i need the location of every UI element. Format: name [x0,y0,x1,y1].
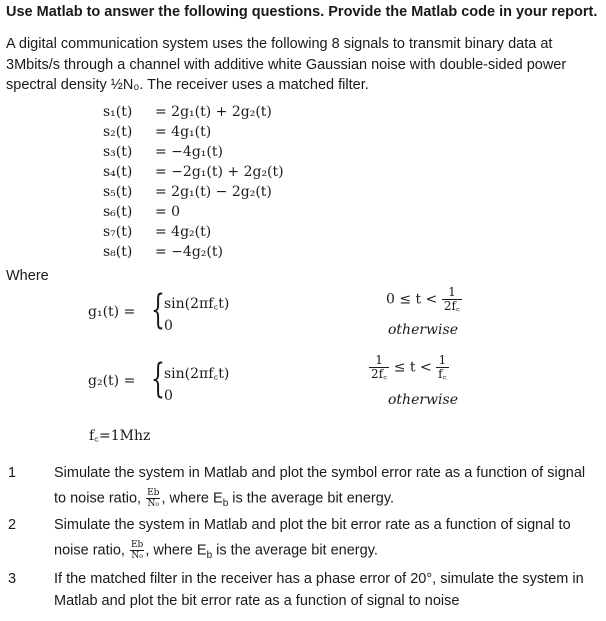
document-title: Use Matlab to answer the following questions. Provide the Matlab code in your report. [6,4,598,20]
eb-n0-fraction: $\frac{Eb}{\text{N₀}}$ [147,488,160,509]
g2-brace: { [151,356,165,402]
g2-otherwise: otherwise [388,392,458,408]
question-3-line-2: Matlab and plot the bit error rate as a function of signal to noise [54,593,460,609]
eb-n0-fraction: $\frac{Eb}{\text{N₀}}$ [130,540,144,561]
signal-equation: s₆(t) = 0 [103,204,181,220]
carrier-frequency: f꜀=1Mhz [89,428,151,444]
signal-equation: s₈(t) = −4g₂(t) [103,244,223,260]
signal-equation: s₅(t) = 2g₁(t) − 2g₂(t) [103,184,272,200]
g2-case-zero: 0 [164,388,173,404]
g2-condition: $\frac{1}{2f꜀}$ ≤ t < $\frac{1}{f꜀}$ [371,353,447,381]
g1-case-zero: 0 [164,318,173,334]
question-number: 3 [8,571,17,587]
g2-condition-fraction-b: $\frac{1}{f꜀}$ [438,353,447,381]
question-2-line-2: noise ratio, $\frac{Eb}{\text{N₀}}$ , where $E_b$ is the average bit energy. [54,540,378,562]
g1-lhs: g₁(t) = [88,304,136,320]
question-number: 2 [8,517,17,533]
question-1-line-1: Simulate the system in Matlab and plot the symbol error rate as a function of signal [54,465,586,481]
question-number: 1 [8,465,17,481]
signal-equation: s₂(t) = 4g₁(t) [103,124,212,140]
g2-case-sin: sin(2πf꜀t) [164,366,230,382]
g1-brace: { [151,287,165,333]
signal-equation: s₁(t) = 2g₁(t) + 2g₂(t) [103,104,272,120]
g2-condition-fraction-a: $\frac{1}{2f꜀}$ [371,353,388,381]
g1-otherwise: otherwise [388,322,458,338]
question-3-line-1: If the matched filter in the receiver has a phase error of 20°, simulate the system in [54,571,584,587]
g1-case-sin: sin(2πf꜀t) [164,296,230,312]
g1-condition-fraction: $\frac{1}{2f꜀}$ [443,285,461,313]
signal-equation: s₃(t) = −4g₁(t) [103,144,223,160]
signal-equation: s₄(t) = −2g₁(t) + 2g₂(t) [103,164,284,180]
where-label: Where [6,268,49,284]
signal-equation: s₇(t) = 4g₂(t) [103,224,212,240]
g1-condition: 0 ≤ t < $\frac{1}{2f꜀}$ [386,285,461,313]
g2-lhs: g₂(t) = [88,373,136,389]
question-2-line-1: Simulate the system in Matlab and plot the bit error rate as a function of signal to [54,517,571,533]
intro-paragraph: A digital communication system uses the following 8 signals to transmit binary data at 3Mbits/s through a channel with additive white Gaussian noise with double-sided power spectral density ½N₀. The receiver uses a matched filter. [6,36,567,93]
question-1-line-2: to noise ratio, $\frac{Eb}{\text{N₀}}$ , where $E_b$ is the average bit energy. [54,488,395,510]
